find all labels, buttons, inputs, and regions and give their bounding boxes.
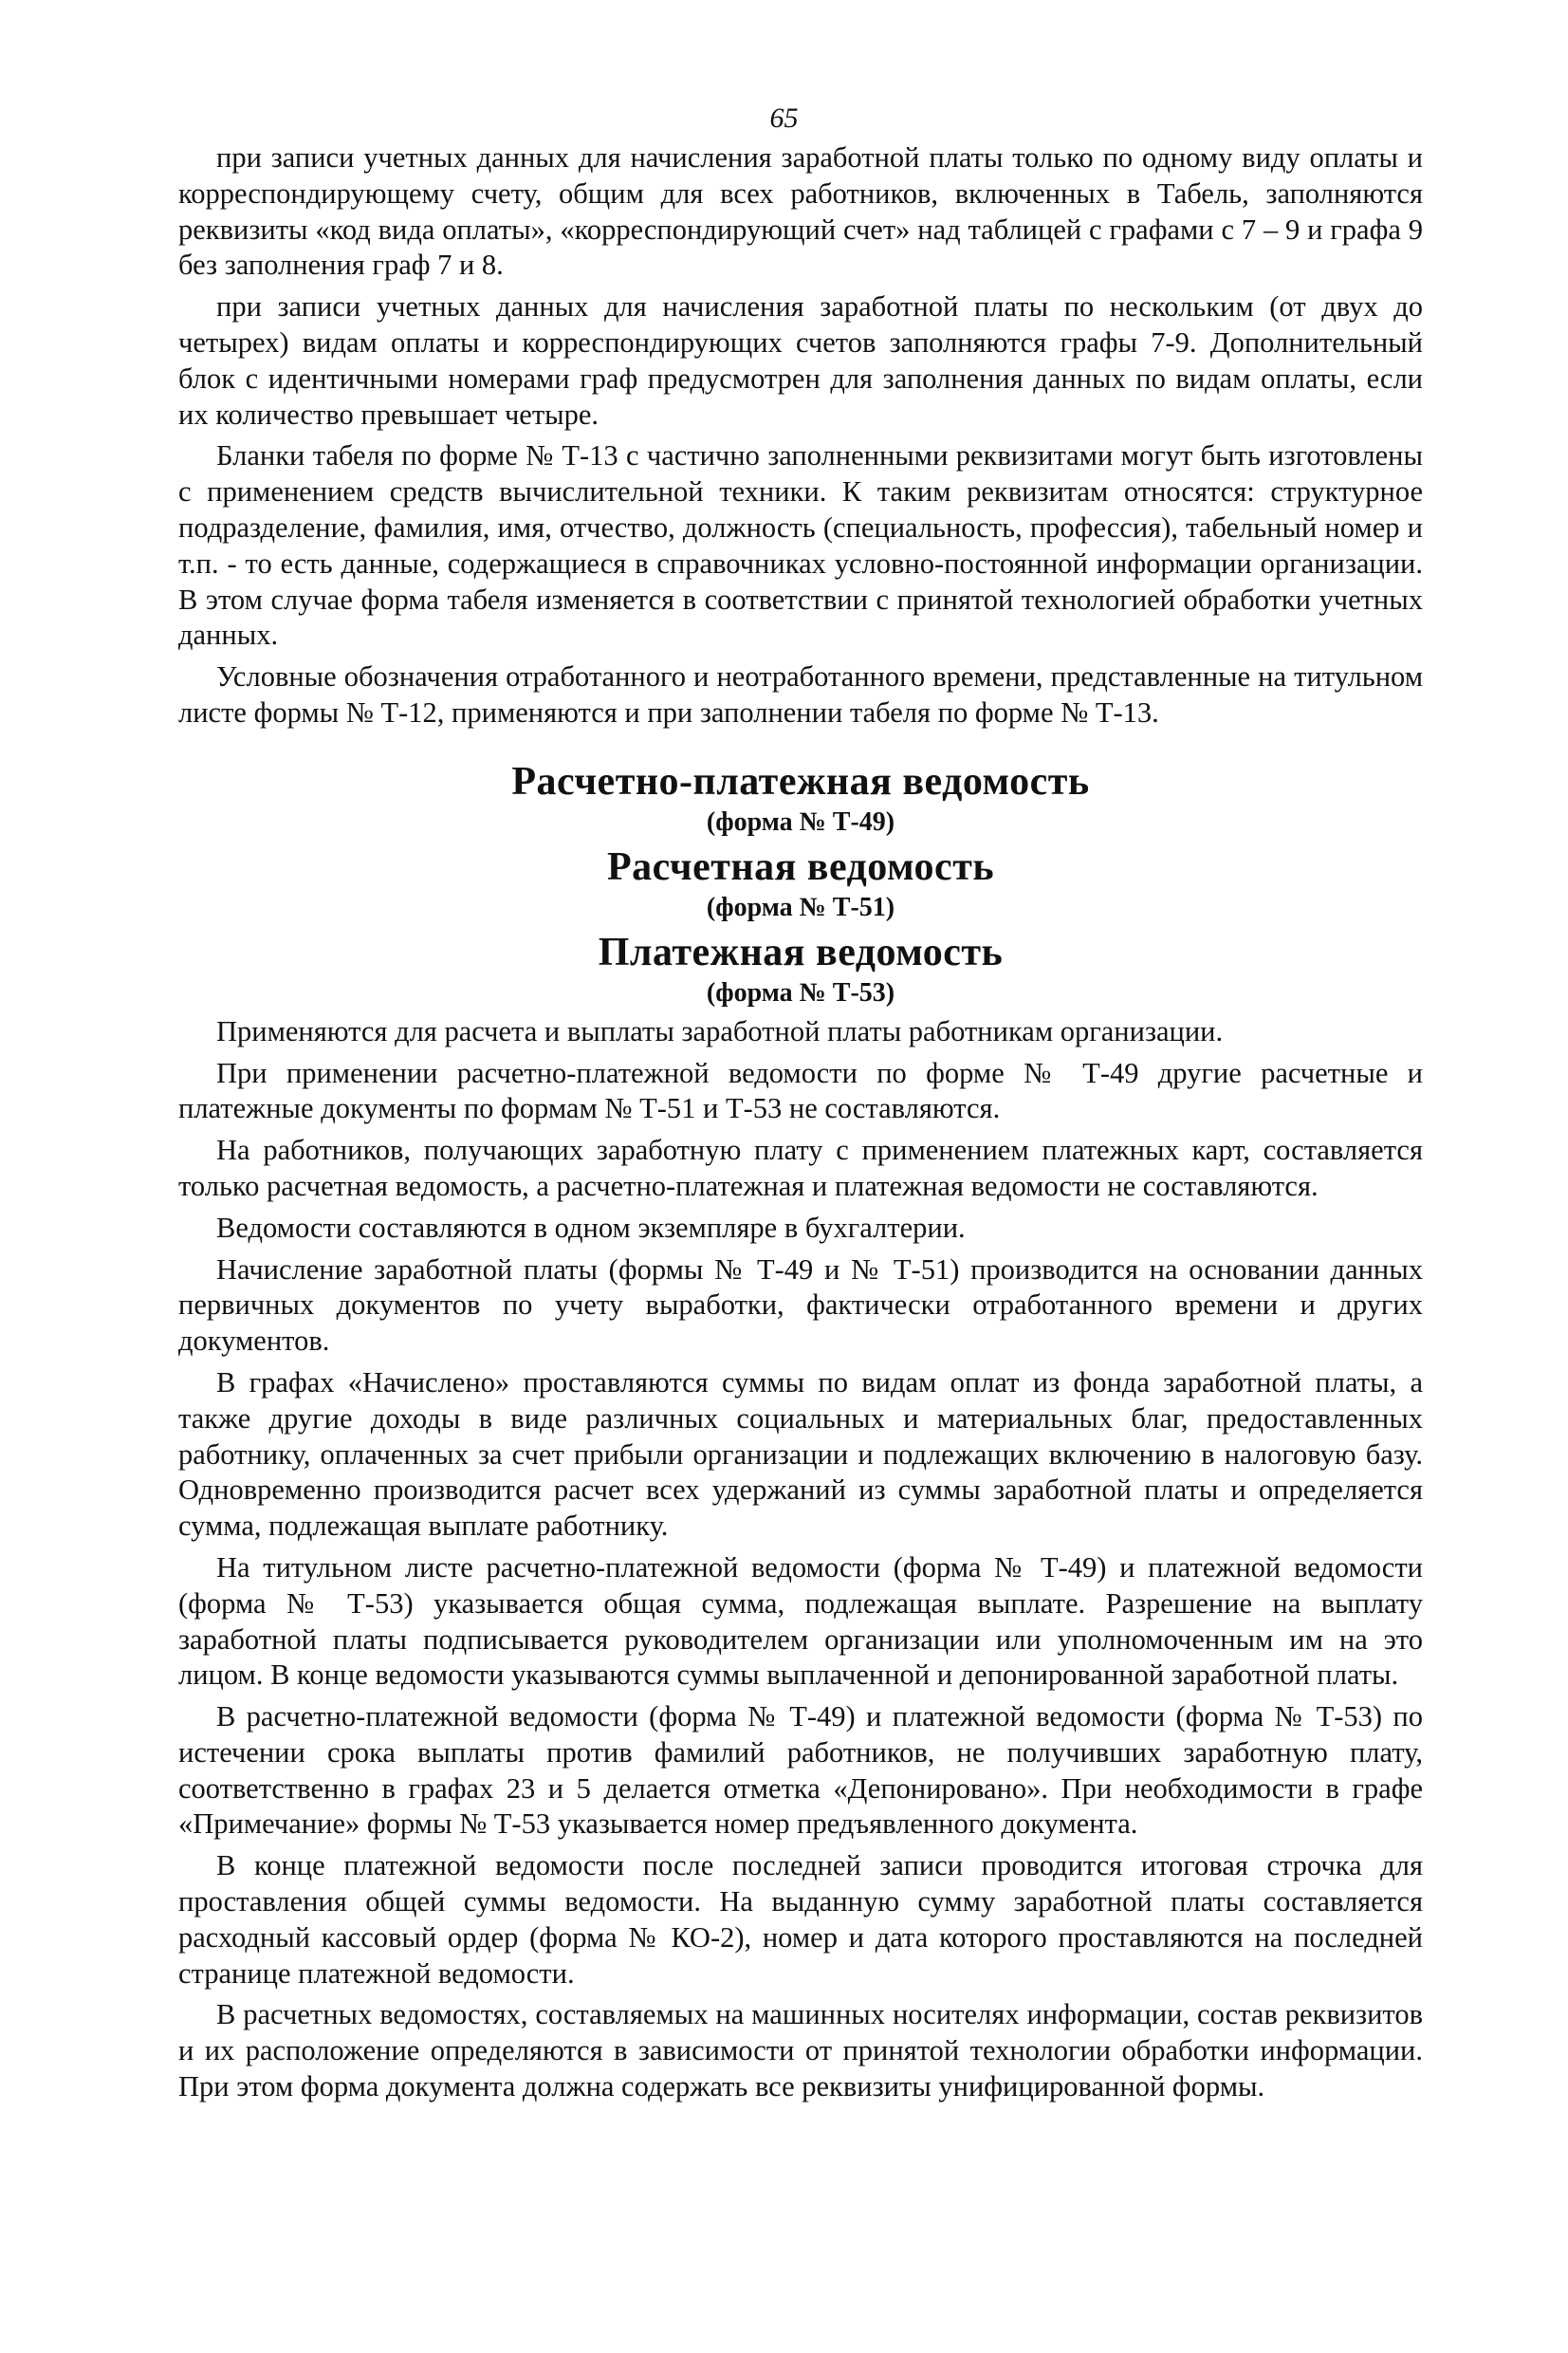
paragraph: Ведомости составляются в одном экземпляре в бухгалтерии. bbox=[216, 1211, 966, 1244]
section-title: Расчетно-платежная ведомость bbox=[511, 759, 1090, 804]
paragraph: На работников, получающих заработную плату с применением платежных карт, составляется только расчетная ведомость, а расчетно-платежная и платежная ведомости не составляются. bbox=[178, 1134, 1423, 1202]
paragraph: при записи учетных данных для начисления заработной платы только по одному виду оплаты и корреспондирующему счету, общим для всех работников, включенных в Табель, заполняются реквизиты «код вида оплаты», «корреспондирующий счет» над таблицей с графами с 7 – 9 и графа 9 без заполнения граф 7 и 8. bbox=[178, 141, 1423, 282]
section-title: Расчетная ведомость bbox=[606, 844, 995, 889]
paragraph: Условные обозначения отработанного и неотработанного времени, представленные на титульном листе формы № Т-12, применяются и при заполнении табеля по форме № Т-13. bbox=[178, 660, 1423, 729]
section-headings bbox=[178, 758, 1423, 1010]
paragraph: В расчетных ведомостях, составляемых на машинных носителях информации, состав реквизитов и их расположение определяются в зависимости от принятой технологии обработки информации. При этом форма документа должна содержать все реквизиты унифицированной формы. bbox=[178, 1998, 1423, 2103]
section-form-number: (форма № Т-49) bbox=[706, 806, 895, 837]
section-form-number: (форма № Т-53) bbox=[706, 977, 895, 1008]
page-number: 65 bbox=[769, 102, 799, 134]
paragraph: На титульном листе расчетно-платежной ведомости (форма № Т-49) и платежной ведомости (форма № Т-53) указывается общая сумма, подлежащая выплате. Разрешение на выплату заработной платы подписывается руководителем организации или уполномоченным им на это лицом. В конце ведомости указываются суммы выплаченной и депонированной заработной платы. bbox=[178, 1550, 1423, 1692]
section-title: Платежная ведомость bbox=[598, 930, 1004, 974]
paragraph: при записи учетных данных для начисления заработной платы по нескольким (от двух до четырех) видам оплаты и корреспондирующих счетов заполняются графы 7-9. Дополнительный блок с идентичными номерами граф предусмотрен для заполнения данных по видам оплаты, если их количество превышает четыре. bbox=[178, 290, 1423, 431]
paragraph: В графах «Начислено» проставляются суммы по видам оплат из фонда заработной платы, а также другие доходы в виде различных социальных и материальных благ, предоставленных работнику, оплаченных за счет прибыли организации и подлежащих включению в налоговую базу. Одновременно производится расчет всех удержаний из суммы заработной платы и определяется сумма, подлежащая выплате работнику. bbox=[178, 1365, 1423, 1543]
paragraph: В расчетно-платежной ведомости (форма № Т-49) и платежной ведомости (форма № Т-53) по истечении срока выплаты против фамилий работников, не получивших заработную плату, соответственно в графах 23 и 5 делается отметка «Депонировано». При необходимости в графе «Примечание» формы № Т-53 указывается номер предъявленного документа. bbox=[178, 1700, 1423, 1841]
paragraph: Начисление заработной платы (формы № Т-49 и № Т-51) производится на основании данных первичных документов по учету выработки, фактически отработанного времени и других документов. bbox=[178, 1252, 1423, 1358]
paragraph: Бланки табеля по форме № Т-13 с частично заполненными реквизитами могут быть изготовлены с применением средств вычислительной техники. К таким реквизитам относятся: структурное подразделение, фамилия, имя, отчество, должность (специальность, профессия), табельный номер и т.п. - то есть данные, содержащиеся в справочниках условно-постоянной информации организации. В этом случае форма табеля изменяется в соответствии с принятой технологией обработки учетных данных. bbox=[178, 439, 1423, 652]
paragraph: При применении расчетно-платежной ведомости по форме № Т-49 другие расчетные и платежные документы по формам № Т-51 и Т-53 не составляются. bbox=[178, 1056, 1423, 1125]
paragraph: Применяются для расчета и выплаты заработной платы работникам организации. bbox=[216, 1014, 1224, 1047]
page-content bbox=[178, 140, 1423, 2111]
section-form-number: (форма № Т-51) bbox=[706, 892, 895, 922]
paragraph: В конце платежной ведомости после последней записи проводится итоговая строчка для проставления общей суммы ведомости. На выданную сумму заработной платы составляется расходный кассовый ордер (форма № КО-2), номер и дата которого проставляются на последней странице платежной ведомости. bbox=[178, 1849, 1423, 1990]
